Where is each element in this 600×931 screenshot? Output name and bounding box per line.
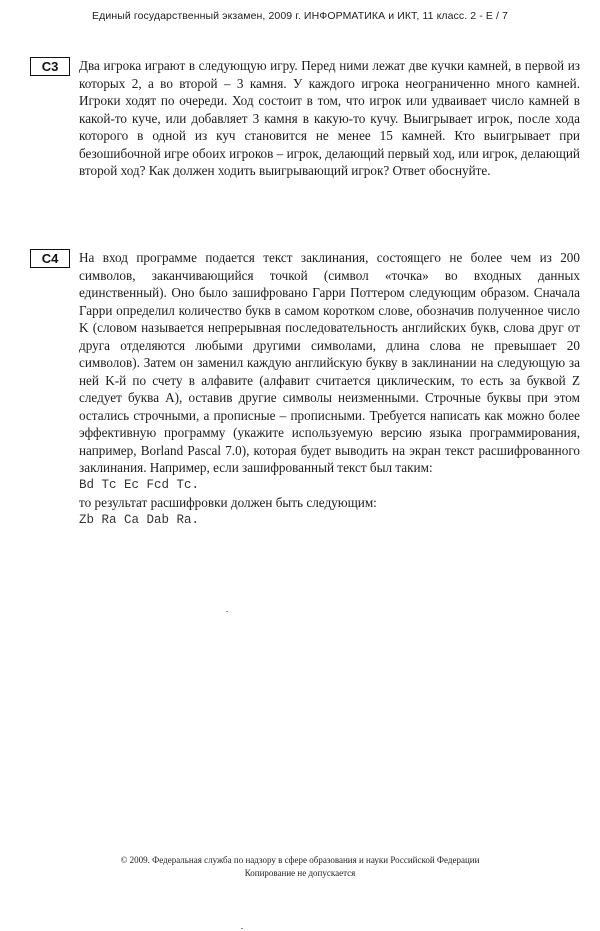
task-label-c4: С4 — [30, 249, 70, 268]
task-body-c4 — [79, 249, 580, 529]
result-intro: то результат расшифровки должен быть следующим: — [79, 495, 377, 510]
task-c4-text: На вход программе подается текст заклинания, состоящего не более чем из 200 символов, заканчивающийся точкой (символ «точка» во входных данных единственный). Оно было зашифровано Гарри Поттером следующим образом. Сначала Гарри определил количество букв в самом коротком слове, обозначив полученное число K (словом называется непрерывная последовательность английских букв, слова друг от друга отделяются любыми другими символами, длина слова не превышает 20 символов). Затем он заменил каждую английскую букву в заклинании на следующую за ней K-й по счету в алфавите (алфавит считается циклическим, то есть за буквой Z следует буква A), оставив другие символы неизменными. Строчные буквы при этом остались строчными, а прописные – прописными. Требуется написать как можно более эффективную программу (укажите используемую версию языка программирования, например, Borland Pascal 7.0), которая будет выводить на экран текст расшифрованного заклинания. Например, если зашифрованный текст был таким: — [79, 250, 580, 475]
scan-speck — [226, 611, 228, 612]
page-footer — [0, 854, 600, 880]
task-c3-text: Два игрока играют в следующую игру. Перед ними лежат две кучки камней, в первой из которых 2, а во второй – 3 камня. У каждого игрока неограниченно много камней. Игроки ходят по очереди. Ход состоит в том, что игрок или удваивает число камней в какой-то куче, или добавляет 3 камня в какую-то кучу. Выигрывает игрок, после хода которого в одной из куч становится не менее 15 камней. Кто выигрывает при безошибочной игре обоих игроков – игрок, делающий первый ход, или игрок, делающий второй ход? Как должен ходить выигрывающий игрок? Ответ обоснуйте. — [79, 58, 580, 178]
page-header: Единый государственный экзамен, 2009 г. ИНФОРМАТИКА и ИКТ, 11 класс. 2 - Е / 7 — [92, 10, 508, 22]
task-label-c3: С3 — [30, 57, 70, 76]
example-decoded: Zb Ra Ca Dab Ra. — [79, 512, 200, 527]
footer-copy-notice: Копирование не допускается — [244, 868, 356, 878]
example-encoded: Bd Tc Ec Fcd Tc. — [79, 477, 200, 492]
scan-speck — [241, 928, 243, 929]
footer-copyright: © 2009. Федеральная служба по надзору в сфере образования и науки Российской Федерации — [120, 855, 480, 865]
task-body-c3 — [79, 57, 580, 180]
